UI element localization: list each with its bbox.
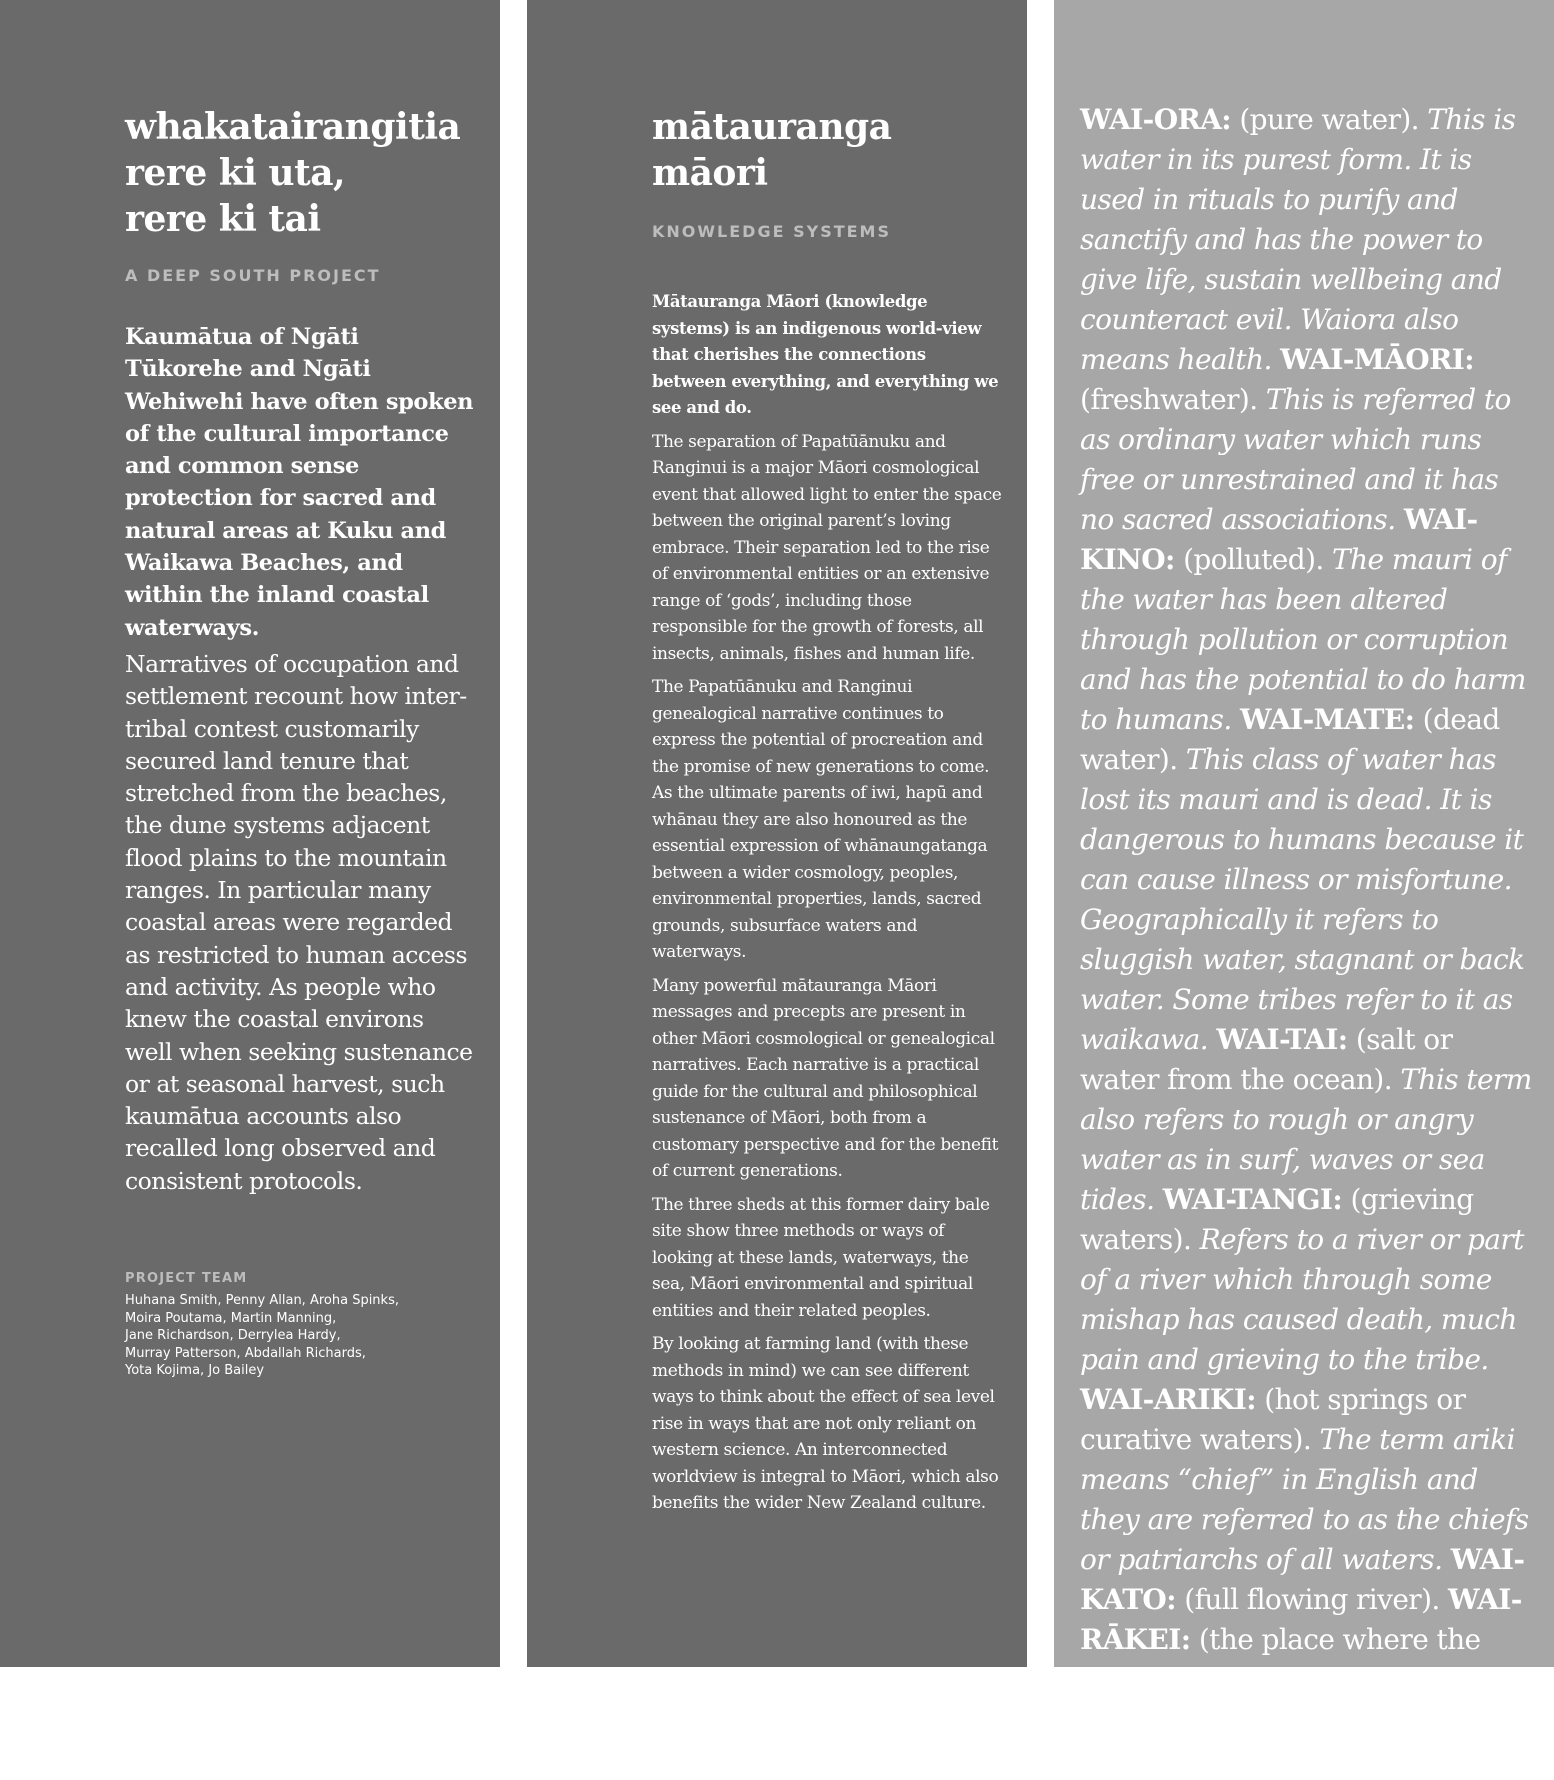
- panel1-title-line: rere ki uta,: [125, 152, 346, 194]
- glossary-note: This class of water has lost its mauri and is dead. It is dangerous to humans because it can cause illness or misfortune. Geographically it refers to sluggish water, stagnant or back water. Some tribes refer to it as waikawa.: [1080, 743, 1525, 1056]
- glossary-term: WAI-RARAPA:: [1080, 1703, 1291, 1736]
- glossary-definition: (polluted).: [1183, 543, 1324, 576]
- panel1-lead-paragraph: Kaumātua of Ngāti Tūkorehe and Ngāti Wehiwehi have often spoken of the cultural importance and common sense protection for sacred and natural areas at Kuku and Waikawa Beaches, and within the inland coastal waterways.: [125, 324, 474, 641]
- panel2-paragraph: The Papatūānuku and Ranginui genealogical narrative continues to express the potential of procreation and the promise of new generations to come. As the ultimate parents of iwi, hapū and whānau they are also honoured as the essential expression of whānaungatanga between a wider cosmology, peoples, environmental properties, lands, sacred grounds, subsurface waters and waterways.: [652, 677, 990, 962]
- glossary-definition: (dead water).: [1080, 703, 1500, 776]
- glossary-entry: [1080, 703, 1524, 1056]
- panel1-subtitle: A DEEP SOUTH PROJECT: [125, 266, 381, 285]
- glossary-definition: (freshwater).: [1080, 383, 1258, 416]
- panel2-lead-paragraph: Mātauranga Māori (knowledge systems) is an indigenous world-view that cherishes the connections between everything, and everything we see and do.: [652, 292, 999, 417]
- panel2-subtitle: KNOWLEDGE SYSTEMS: [652, 222, 891, 241]
- panel2-paragraph: The three sheds at this former dairy bale site show three methods or ways of looking at these lands, waterways, the sea, Māori environmental and spiritual entities and their related peoples.: [652, 1194, 990, 1321]
- team-line: Jane Richardson, Derrylea Hardy,: [125, 1328, 341, 1344]
- glossary-term: WAI-KATO:: [1080, 1543, 1525, 1616]
- glossary-note: This is referred to as ordinary water which runs free or unrestrained and it has no sacred associations.: [1080, 383, 1511, 536]
- panel2-paragraph: Many powerful mātauranga Māori messages and precepts are present in other Māori cosmological or genealogical narratives. Each narrative is a practical guide for the cultural and philosophical sustenance of Māori, both from a customary perspective and for the benefit of current generations.: [652, 975, 999, 1181]
- glossary-note: This term also refers to rough or angry water as in surf, waves or sea tides.: [1080, 1063, 1532, 1216]
- glossary-definition: (pure water).: [1239, 103, 1419, 136]
- panel2-title-line: māori: [652, 152, 768, 194]
- glossary-note: The mauri of the water has been altered through pollution or corruption and has the potential to do harm to humans.: [1080, 543, 1526, 736]
- team-line: Murray Patterson, Abdallah Richards,: [125, 1345, 366, 1361]
- glossary-entry: [1080, 103, 1515, 376]
- glossary-term: WAI-ORA:: [1080, 103, 1232, 136]
- glossary-term: WAI-MATE:: [1239, 703, 1415, 736]
- panel2-title: [652, 104, 1002, 196]
- glossary-definition: (full flowing river).: [1184, 1583, 1440, 1616]
- glossary-definition: (the place where the pools were used as mirrors).: [1080, 1623, 1481, 1696]
- glossary-term: WAI-MĀORI:: [1280, 343, 1474, 376]
- water-glossary: [1080, 100, 1535, 1780]
- panel1-body-paragraph: Narratives of occupation and settlement recount how inter-tribal contest customarily secured land tenure that stretched from the beaches, the dune systems adjacent flood plains to the mountain ranges. In particular many coastal areas were regarded as restricted to human access and activity. As people who knew the coastal environs well when seeking sustenance or at seasonal harvest, such kaumātua accounts also recalled long observed and consistent protocols.: [125, 649, 473, 1195]
- project-team-heading: PROJECT TEAM: [125, 1271, 248, 1287]
- glossary-definition: (hot springs or curative waters).: [1080, 1383, 1466, 1456]
- glossary-note: The term ariki means “chief” in English and they are referred to as the chiefs or patriarchs of all waters.: [1080, 1423, 1529, 1576]
- glossary-entry: [1080, 503, 1526, 736]
- glossary-term: WAI-TANGI:: [1162, 1183, 1343, 1216]
- panel-water-classifications: [1054, 0, 1554, 1776]
- panel2-paragraph: By looking at farming land (with these methods in mind) we can see different ways to think about the effect of sea level rise in ways that are not only reliant on western science. An interconnected worldview is integral to Māori, which also benefits the wider New Zealand culture.: [652, 1334, 999, 1513]
- team-line: Moira Poutama, Martin Manning,: [125, 1310, 337, 1326]
- team-line: Yota Kojima, Jo Bailey: [125, 1363, 265, 1379]
- glossary-definition: (the glistening waters).: [1080, 1703, 1497, 1776]
- glossary-term: WAI-ARIKI:: [1080, 1383, 1256, 1416]
- panel2-content: [652, 104, 1002, 1517]
- glossary-definition: (salt or water from the ocean).: [1080, 1023, 1453, 1096]
- panel-matauranga-maori: [527, 0, 1027, 1667]
- panel1-title-line: whakatairangitia: [125, 106, 461, 148]
- glossary-note: This is water in its purest form. It is used in rituals to purify and sanctify and has the power to give life, sustain wellbeing and counteract evil. Waiora also means health.: [1080, 103, 1516, 376]
- panel2-paragraph: The separation of Papatūānuku and Ranginui is a major Māori cosmological event that allowed light to enter the space between the original parent’s loving embrace. Their separation led to the rise of environmental entities or an extensive range of ‘gods’, including those responsible for the growth of forests, all insects, animals, fishes and human life.: [652, 431, 1002, 664]
- project-team-list: [125, 1292, 475, 1380]
- glossary-entry: [1080, 1703, 1497, 1776]
- panel1-title: [125, 104, 475, 242]
- panel2-title-line: mātauranga: [652, 106, 892, 148]
- glossary-term: WAI-KINO:: [1080, 503, 1478, 576]
- team-line: Huhana Smith, Penny Allan, Aroha Spinks,: [125, 1293, 399, 1309]
- glossary-term: WAI-TAI:: [1216, 1023, 1348, 1056]
- panel-deep-south-project: [0, 0, 500, 1667]
- glossary-note: Refers to a river or part of a river which through some mishap has caused death, much pain and grieving to the tribe.: [1080, 1223, 1524, 1376]
- panel1-content: [125, 104, 475, 1380]
- glossary-definition: (grieving waters).: [1080, 1183, 1474, 1256]
- glossary-term: WAI-RĀKEI:: [1080, 1583, 1522, 1656]
- panel1-title-line: rere ki tai: [125, 198, 321, 240]
